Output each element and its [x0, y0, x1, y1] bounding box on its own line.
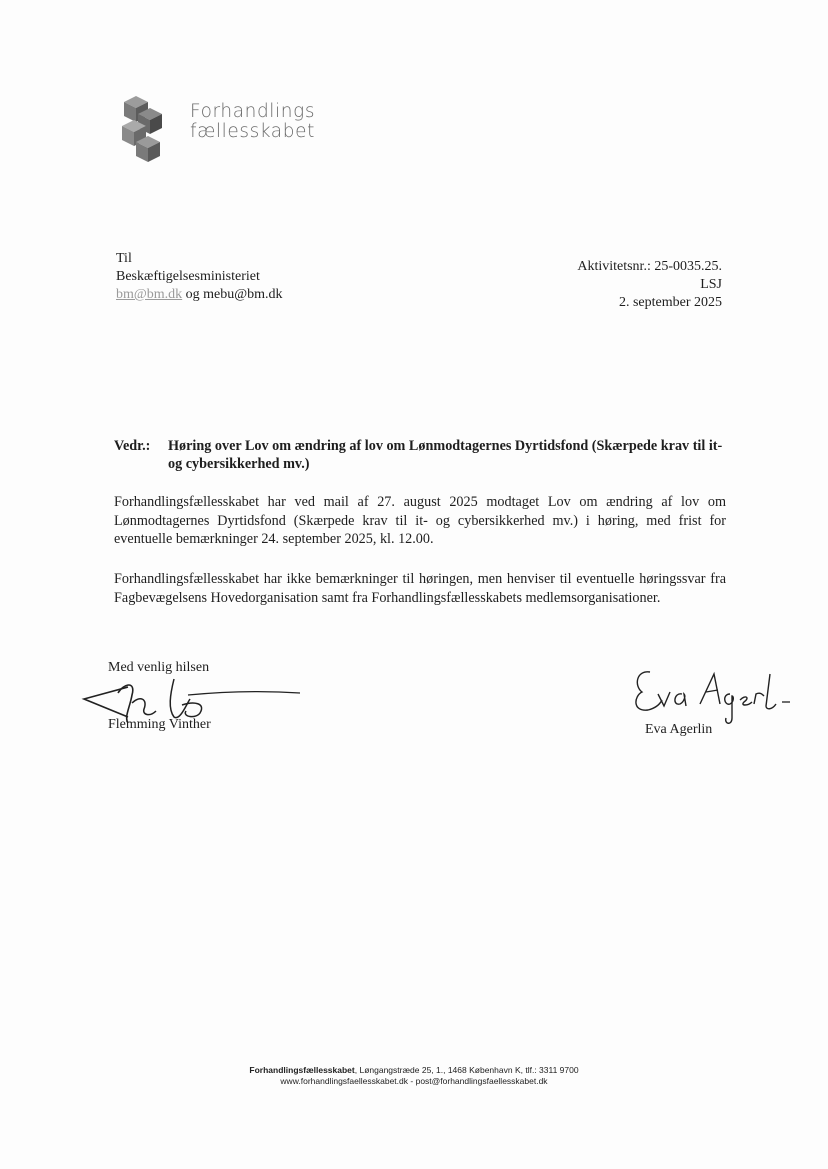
logo-line-1: Forhandlings [190, 101, 316, 122]
recipient-emails [116, 286, 283, 304]
body-paragraph-1: Forhandlingsfællesskabet har ved mail af 27. august 2025 modtaget Lov om ændring af lov om Lønmodtagernes Dyrtidsfond (Skærpede krav til it- og cybersikkerhed mv.) i høring, med frist for eventuelle bemærkninger 24. september 2025, kl. 12.00. [114, 494, 726, 547]
subject-line [114, 437, 724, 473]
footer-separator: - [410, 1076, 414, 1086]
recipient-email-2[interactable]: mebu@bm.dk [203, 287, 283, 302]
footer-org: Forhandlingsfællesskabet [249, 1065, 355, 1075]
closing-greeting: Med venlig hilsen [108, 660, 210, 675]
document-date: 2. september 2025 [618, 295, 722, 310]
document-meta [577, 258, 722, 312]
footer-address: , Løngangstræde 25, 1., 1468 København K, tlf.: 3311 9700 [354, 1065, 579, 1075]
recipient-connector: og [185, 287, 200, 302]
logo-line-2: fællesskabet [190, 121, 315, 142]
author-initials: LSJ [700, 277, 722, 292]
subject-label: Vedr.: [114, 438, 151, 454]
signatory-left-name: Flemming Vinther [108, 717, 211, 732]
recipient-block [116, 250, 283, 304]
recipient-email-1[interactable]: bm@bm.dk [116, 287, 183, 302]
subject-text: Høring over Lov om ændring af lov om Lønmodtagernes Dyrtidsfond (Skærpede krav til it- og cybersikkerhed mv.) [168, 438, 723, 472]
footer-email[interactable]: post@forhandlingsfaellesskabet.dk [415, 1076, 548, 1086]
footer-web[interactable]: www.forhandlingsfaellesskabet.dk [280, 1076, 408, 1086]
activity-number: Aktivitetsnr.: 25-0035.25. [577, 259, 722, 274]
signatory-right-name: Eva Agerlin [645, 722, 713, 737]
footer-line-1 [0, 1065, 828, 1076]
footer-line-2 [0, 1076, 828, 1087]
letter-footer [0, 1065, 828, 1087]
recipient-to-label: Til [116, 251, 132, 266]
organization-logo-icon [116, 96, 168, 166]
body-paragraph-2: Forhandlingsfællesskabet har ikke bemærkninger til høringen, men henviser til eventuelle høringssvar fra Fagbevægelsens Hovedorganisation samt fra Forhandlingsfællesskabets medlemsorganisationer. [114, 571, 726, 606]
organization-logo-text [190, 102, 315, 142]
recipient-name: Beskæftigelsesministeriet [116, 269, 260, 284]
